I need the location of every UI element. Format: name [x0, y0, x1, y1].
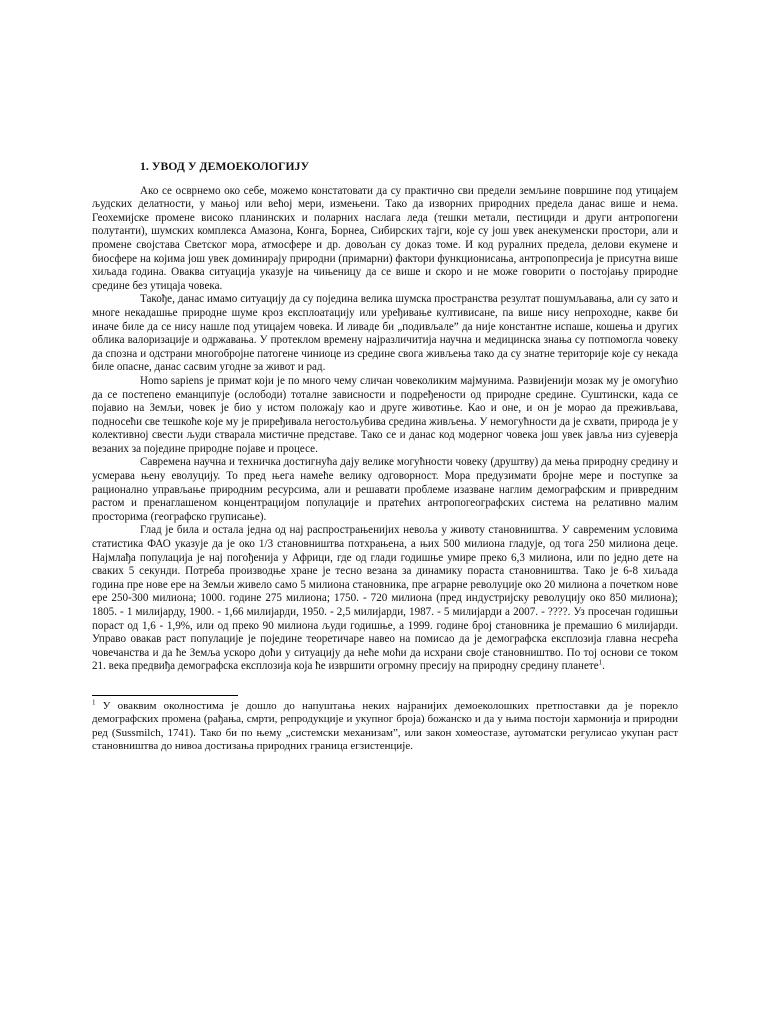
section-heading: 1. УВОД У ДЕМОЕКОЛОГИЈУ	[140, 160, 310, 173]
paragraph-3: Homo sapiens је примат који је по много чему сличан човеколиким мајмунима. Развијенији мозак му је омогућио да се постепено еманципује (ослободи) тоталне зависности и подређености од природне средине. Суштински, када се појавио на Земљи, човек је био у истом положају као и друге животиње. Као и оне, и он је морао да преживљава, подносећи све тешкоће које му је приређивала негостољубива средина живљења. У немогућности да је схвати, природа је у колективној свести људи стварала мистичне представе. Тако се и данас код модерног човека још увек јавља низ сујеверја везаних за поједине природне појаве и процесе.	[92, 374, 678, 455]
document-page	[92, 160, 678, 754]
footnote-text: У оваквим околностима је дошло до напуштања неких најранијих демоеколошких претпоставки да је порекло демографских промена (рађања, смрти, репродукције и укупног броја) божанско и да у њима постоји хармонија и природни ред (Sussmilch, 1741). Тако би по њему „системски механизам”, или закон хомеостазе, аутоматски регулисао укупан раст становништва до нивоа достизања природних граница егзистенције.	[92, 699, 678, 753]
footnote	[92, 700, 678, 754]
paragraph-5: Глад је била и остала једна од нај распрострањенијих невоља у животу становништва. У савременим условима статистика ФАО указује да је око 1/3 становништва потхрањена, а њих 500 милиона гладује, од тога 250 милиона деце. Најмлађа популација је нај погођенија у Африци, где од глади годишње умире преко 6,3 милиона, или по једно дете на сваких 5 секунди. Потреба производње хране је тесно везана за динамику пораста становништва. Тако је 6-8 хиљада година пре нове ере на Земљи живело само 5 милиона становника, пре аграрне револуције око 20 милиона а почетком нове ере 250-300 милиона; 1000. године 275 милиона; 1750. - 720 милиона (пред индустријску револуцију око 850 милиона); 1805. - 1 милијарду, 1900. - 1,66 милијарди, 1950. - 2,5 милијарди, 1987. - 5 милијарди а 2007. - ????. Уз просечан годишњи пораст од 1,6 - 1,9%, или од преко 90 милиона људи годишње, а 1999. године број становника је премашио 6 милијарди. Управо овакав раст популације је поједине теоретичаре навео на помисао да је демографска експлозија главна несрећа човечанства и да ће Земља ускоро доћи у ситуацију да неће моћи да исхрани своје становништво. По тој основи се током 21. века предвиђа демографска експлозија која ће извршити огромну пресију на природну средину планете$^1$.	[92, 524, 678, 673]
footnote-reference[interactable]: 1	[598, 658, 603, 667]
paragraph-2: Такође, данас имамо ситуацију да су поједина велика шумска пространства резултат пошумљавања, али су зато и многе некадашње природне шуме кроз експлоатацију или уређивање култивисане, па више нису непроходне, какве би иначе биле да се нису нашле под утицајем човека. И ливаде би „подивљале” да није константне испаше, кошења и других облика валоризације и одржавања. У протеклом времену најразличитија научна и медицинска знања су потпомогла човеку да спозна и одстрани многобројне патогене чиниоце из средине свога живљења тако да су знатне територије које су некада биле опасне, данас сасвим угодне за живот и рад.	[92, 293, 678, 374]
footnote-divider	[92, 695, 238, 696]
paragraph-4: Савремена научна и техничка достигнућа дају велике могућности човеку (друштву) да мења природну средину и усмерава њену еволуцију. То пред њега намеће велику одговорност. Мора предузимати бројне мере и поступке за рационално управљање природним ресурсима, али и решавати проблеме изазване наглим демографским и привредним растом и пренаглашеном концентрацијом популације и пратећих антропогеографских система на релативно малим просторима (географско груписање).	[92, 456, 678, 523]
paragraph-1: Ако се осврнемо око себе, можемо констатовати да су практично сви предели земљине површине под утицајем људских делатности, у мањој или већој мери, измењени. Тако да изворних природних предела данас више и нема. Геохемијске промене високо планинских и поларних наслага леда (тешки метали, пестициди и други антропогени полутанти), шумских комплекса Амазона, Конга, Борнеа, Сибирских тајги, које су још увек анекуменски простори, али и промене својстава Светског мора, атмосфере и др. довољан су доказ томе. И код руралних предела, делови екумене и биосфере на којима још увек доминирају природни (примарни) фактори функционисања, антропопресија је присутна више хиљада година. Оваква ситуација указује на чињеницу да се више и скоро и не може говорити о постојању природне средине без утицаја човека.	[92, 184, 678, 292]
footnote-marker: 1	[92, 698, 96, 707]
paragraph-5-text: Глад је била и остала једна од нај распрострањенијих невоља у животу становништва. У савременим условима статистика ФАО указује да је око 1/3 становништва потхрањена, а њих 500 милиона гладује, од тога 250 милиона деце. Најмлађа популација је нај погођенија у Африци, где од глади годишње умире преко 6,3 милиона, или по једно дете на сваких 5 секунди. Потреба производње хране је тесно везана за динамику пораста становништва. Тако је 6-8 хиљада година пре нове ере на Земљи живело само 5 милиона становника, пре аграрне револуције око 20 милиона а почетком нове ере 250-300 милиона; 1000. године 275 милиона; 1750. - 720 милиона (пред индустријску револуцију око 850 милиона); 1805. - 1 милијарду, 1900. - 1,66 милијарди, 1950. - 2,5 милијарди, 1987. - 5 милијарди а 2007. - ????. Уз просечан годишњи пораст од 1,6 - 1,9%, или од преко 90 милиона људи годишње, а 1999. године број становника је премашио 6 милијарди. Управо овакав раст популације је поједине теоретичаре навео на помисао да је демографска експлозија главна несрећа човечанства и да ће Земља ускоро доћи у ситуацију да неће моћи да исхрани своје становништво. По тој основи се током 21. века предвиђа демографска експлозија која ће извршити огромну пресију на природну средину планете	[92, 524, 678, 673]
